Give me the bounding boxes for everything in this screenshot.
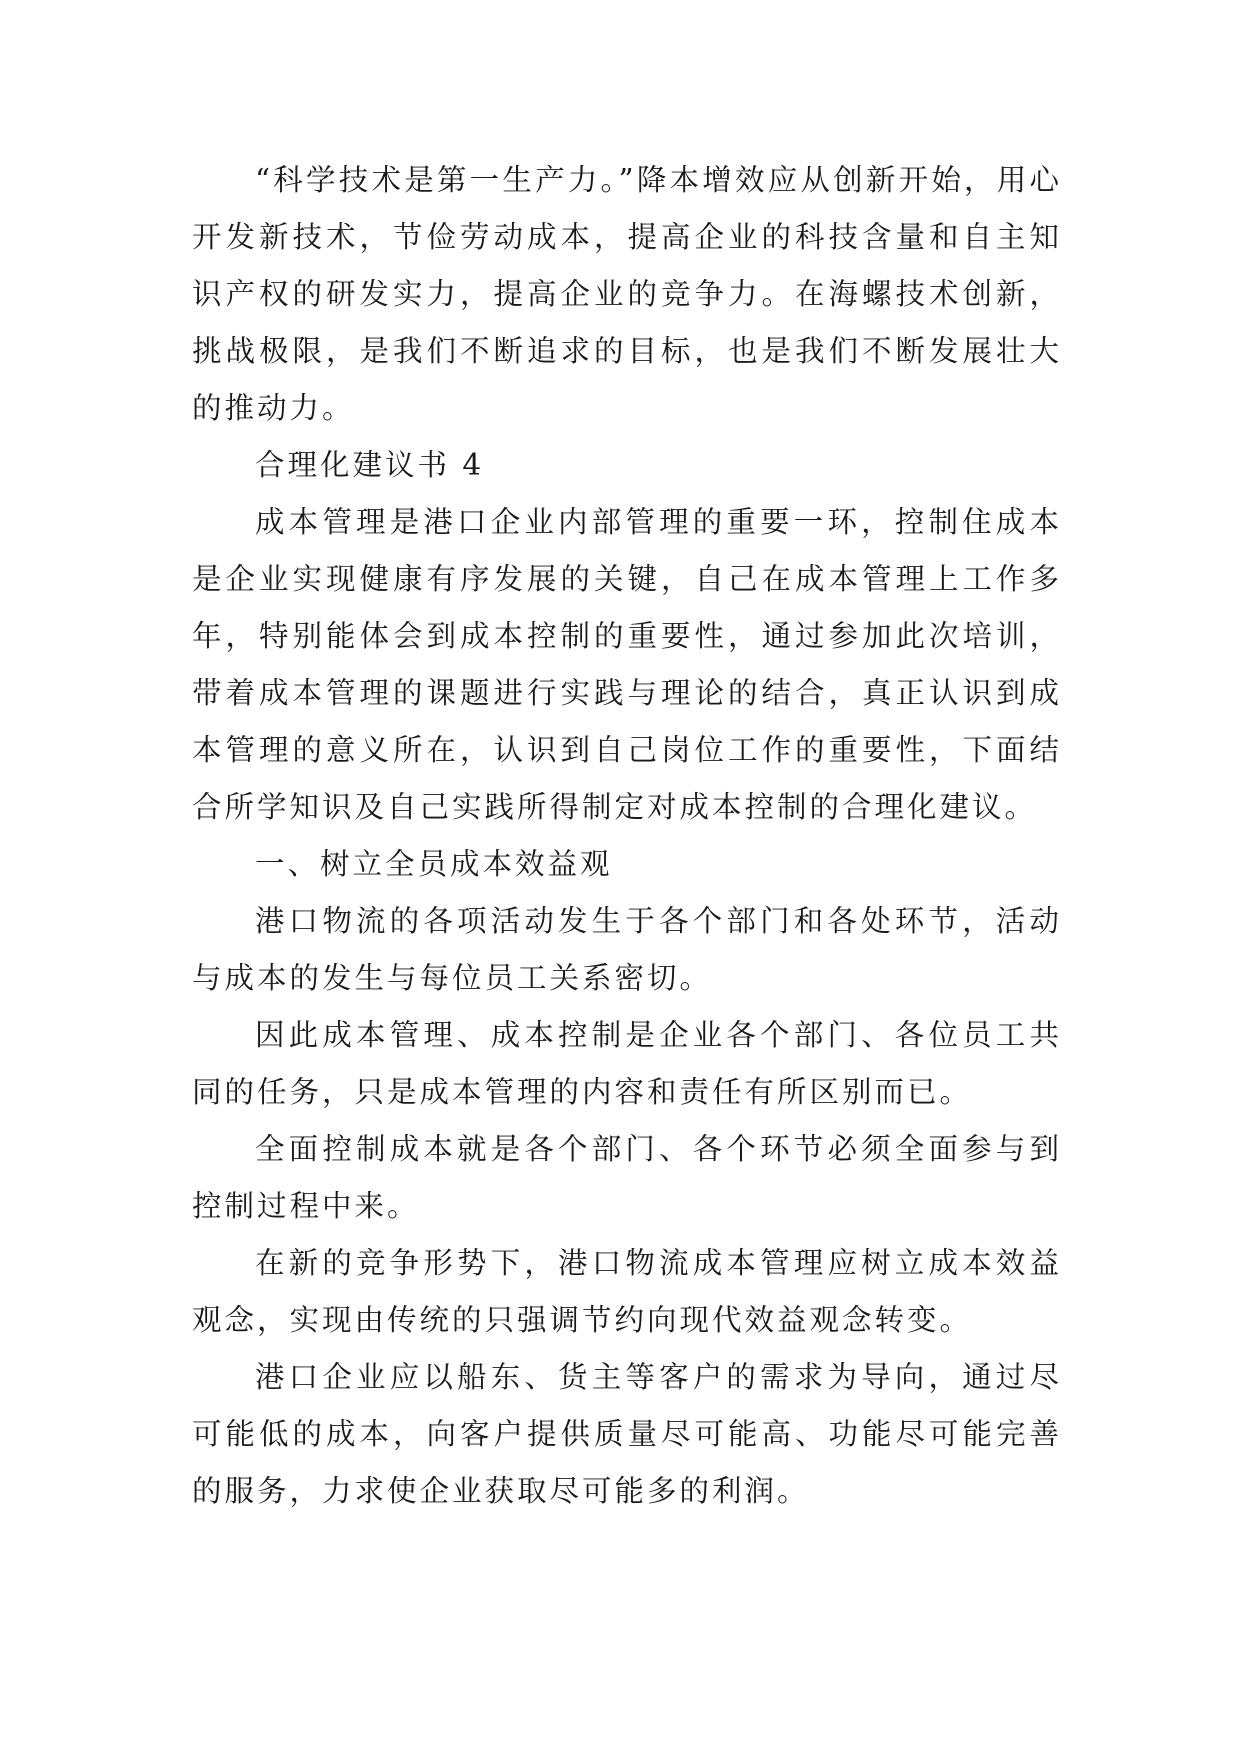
- paragraph-innovation: “科学技术是第一生产力。”降本增效应从创新开始，用心开发新技术，节俭劳动成本，提高企业的科技含量和自主知识产权的研发实力，提高企业的竞争力。在海螺技术创新，挑战极限，是我们不断追求的目标，也是我们不断发展壮大的推动力。: [192, 163, 1062, 425]
- paragraph-shared-task: 因此成本管理、成本控制是企业各个部门、各位员工共同的任务，只是成本管理的内容和责任有所区别而已。: [192, 1018, 1062, 1109]
- paragraph-customer-oriented: 港口企业应以船东、货主等客户的需求为导向，通过尽可能低的成本，向客户提供质量尽可能高、功能尽可能完善的服务，力求使企业获取尽可能多的利润。: [192, 1360, 1062, 1508]
- paragraph-full-control: 全面控制成本就是各个部门、各个环节必须全面参与到控制过程中来。: [192, 1132, 1062, 1223]
- document-body: [192, 152, 1062, 1520]
- heading-cost-benefit-view: 一、树立全员成本效益观: [255, 847, 613, 881]
- paragraph-cost-management-intro: 成本管理是港口企业内部管理的重要一环，控制住成本是企业实现健康有序发展的关键，自己在成本管理上工作多年，特别能体会到成本控制的重要性，通过参加此次培训，带着成本管理的课题进行实践与理论的结合，真正认识到成本管理的意义所在，认识到自己岗位工作的重要性，下面结合所学知识及自己实践所得制定对成本控制的合理化建议。: [192, 505, 1062, 824]
- section-title: 合理化建议书 4: [255, 448, 485, 482]
- paragraph-benefit-concept: 在新的竞争形势下，港口物流成本管理应树立成本效益观念，实现由传统的只强调节约向现代效益观念转变。: [192, 1246, 1062, 1337]
- paragraph-logistics-activities: 港口物流的各项活动发生于各个部门和各处环节，活动与成本的发生与每位员工关系密切。: [192, 904, 1062, 995]
